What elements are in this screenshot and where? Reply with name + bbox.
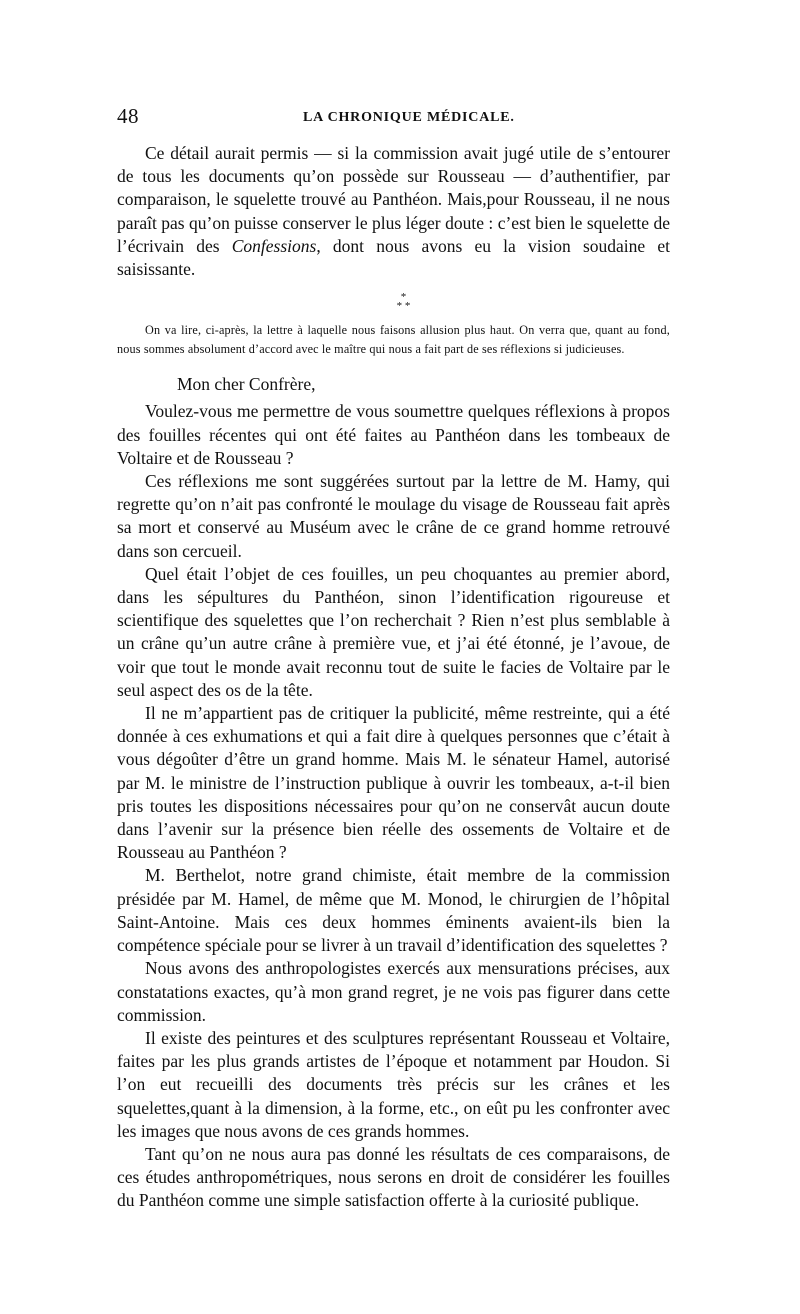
letter-paragraph: Quel était l’objet de ces fouilles, un peu choquantes au premier abord, dans les sépultures du Panthéon, sinon l’identification rigoureuse et scientifique des squelettes que l’on recherchait ? Rien n’est plus semblable à un crâne qu’un autre crâne à première vue, et j’ai été étonné, je l’avoue, de voir que tout le monde avait reconnu tout de suite le facies de Voltaire par le seul aspect des os de la tête. [117,563,670,700]
letter-paragraph: Il existe des peintures et des sculptures représentant Rousseau et Voltaire, faites par les plus grands artistes de l’époque et notamment par Houdon. Si l’on eut recueilli des documents très précis sur les crânes et les squelettes,quant à la dimension, à la forme, etc., on eût pu les confronter avec les images que nous avons de ces grands hommes. [117,1027,670,1141]
asterism-top: * [400,291,407,304]
intro-paragraph [117,142,670,281]
intro-text-start: Ce détail aurait permis — si la commission avait jugé utile de s’entourer de tous les documents qu’on possède sur Rousseau — d’authentifier, par comparaison, le squelette trouvé au Panthéon. Mais,pour Rousseau, il ne nous paraît pas qu’on puisse conserver le plus léger doute : c’est bien le squelette de l’écrivain des [117,143,670,256]
letter-paragraph: Voulez-vous me permettre de vous soumettre quelques réflexions à propos des fouilles récentes qui ont été faites au Panthéon dans les tombeaux de Voltaire et de Rousseau ? [117,401,670,468]
editor-note: On va lire, ci-après, la lettre à laquelle nous faisons allusion plus haut. On verra que, quant au fond, nous sommes absolument d’accord avec le maître qui nous a fait part de ses réflexions si judicieuses. [117,323,670,357]
letter-paragraph: M. Berthelot, notre grand chimiste, était membre de la commission présidée par M. Hamel, de même que M. Monod, le chirurgien de l’hôpital Saint-Antoine. Mais ces deux hommes éminents avaient-ils bien la compétence spéciale pour se livrer à un travail d’identification des squelettes ? [117,865,670,956]
asterism-divider [117,293,670,311]
letter-paragraph: Il ne m’appartient pas de critiquer la publicité, même restreinte, qui a été donnée à ces exhumations et qui a fait dire à quelques personnes que c’était à vous dégoûter d’être un grand homme. Mais M. le sénateur Hamel, autorisé par M. le ministre de l’instruction publique à ouvrir les tombeaux, a-t-il bien pris toutes les dispositions nécessaires pour qu’on ne conservât aucun doute dans l’avenir sur la présence bien réelle des ossements de Voltaire et de Rousseau au Panthéon ? [117,703,670,863]
asterism-bottom: * * [396,300,411,313]
book-title: Confessions [231,235,317,256]
document-page [117,104,670,1213]
letter-salutation: Mon cher Confrère, [177,374,316,395]
intro-text-end: , dont nous avons eu la vision soudaine et saisissante. [117,235,670,280]
running-head [117,104,670,134]
letter-paragraph: Nous avons des anthropologistes exercés aux mensurations précises, aux constatations exactes, qu’à mon grand regret, je ne vois pas figurer dans cette commission. [117,958,670,1025]
journal-title: LA CHRONIQUE MÉDICALE. [303,110,515,125]
page-number: 48 [117,104,139,128]
letter-paragraph: Tant qu’on ne nous aura pas donné les résultats de ces comparaisons, de ces études anthropométriques, nous serons en droit de considérer les fouilles du Panthéon comme une simple satisfaction offerte à la curiosité publique. [117,1143,670,1211]
letter-paragraph: Ces réflexions me sont suggérées surtout par la lettre de M. Hamy, qui regrette qu’on n’ait pas confronté le moulage du visage de Rousseau fait après sa mort et conservé au Muséum avec le crâne de ce grand homme retrouvé dans son cercueil. [117,471,670,561]
